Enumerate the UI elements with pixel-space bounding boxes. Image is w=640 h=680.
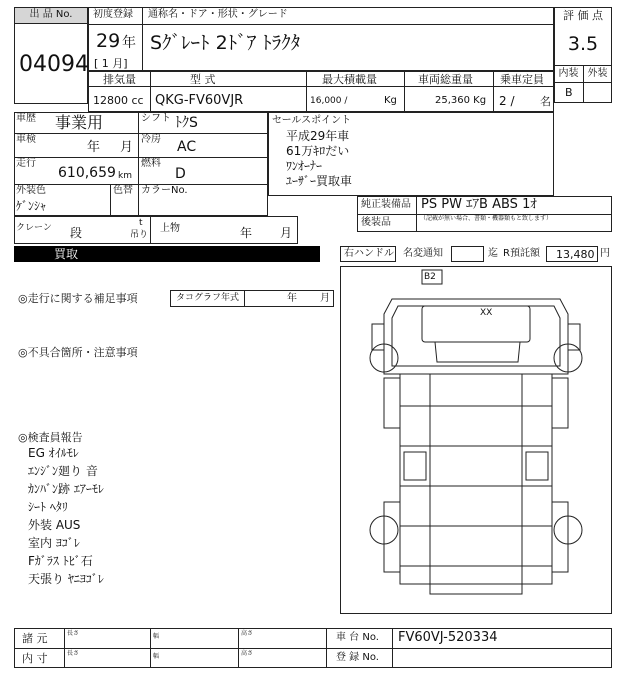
first-reg-year-unit: 年 xyxy=(122,35,136,51)
grade-value: 3.5 xyxy=(567,33,599,55)
crane-stage: 段 xyxy=(70,226,83,240)
inspection-year: 年 xyxy=(87,140,101,155)
upper-year: 年 xyxy=(240,226,253,240)
divider xyxy=(88,86,554,87)
first-reg-label: 初度登録 xyxy=(93,9,133,20)
aftermarket-note: （記載が無い場合、書類・機器類もと致します） xyxy=(420,215,553,222)
divider xyxy=(142,7,143,71)
running-notes-title: ◎走行に関する補足事項 xyxy=(18,292,138,305)
sales-point-3: ﾜﾝｵｰﾅｰ xyxy=(286,159,323,173)
inspector-item-4: ｼｰﾄ ﾍﾀﾘ xyxy=(28,500,68,514)
divider xyxy=(150,216,151,244)
standard-equipment-label: 純正装備品 xyxy=(361,199,411,210)
interior-height: 高さ xyxy=(241,650,254,657)
divider xyxy=(238,628,239,668)
exterior-grade-label: 外装 xyxy=(587,68,608,79)
marker-b2: B2 xyxy=(424,272,436,282)
interior-dims-label: 内 寸 xyxy=(22,652,48,665)
gross-weight-label: 車両総重量 xyxy=(418,73,473,86)
inspector-item-2: ｴﾝｼﾞﾝ廻り 音 xyxy=(28,464,98,478)
inspector-item-1: EG ｵｲﾙﾓﾚ xyxy=(28,446,79,460)
color-code-label: カラーNo. xyxy=(141,185,188,196)
model-label: 型 式 xyxy=(190,73,216,86)
crane-label: クレーン xyxy=(16,223,52,233)
interior-width: 幅 xyxy=(153,653,160,660)
lot-number-label: 出 品 No. xyxy=(29,9,73,20)
right-hand-label: 右ハンドル xyxy=(344,248,394,259)
inspection-month: 月 xyxy=(120,140,134,155)
grade-label: 評 価 点 xyxy=(563,9,603,22)
first-reg-month: [ 1 月] xyxy=(94,57,128,70)
inspector-item-6: 室内 ﾖｺﾞﾚ xyxy=(28,536,80,550)
divider xyxy=(554,82,612,83)
max-load-unit: Kg xyxy=(384,95,397,106)
divider xyxy=(138,184,139,216)
max-load-label: 最大積載量 xyxy=(322,73,377,86)
ac-label: 冷房 xyxy=(141,134,161,145)
divider xyxy=(392,628,393,668)
ext-color-value: ｹﾞﾝｼｬ xyxy=(16,199,47,213)
standard-equipment-value: PS PW ｴｱB ABS 1ｵ xyxy=(421,197,537,212)
inspector-item-7: Fｶﾞﾗｽ ﾄﾋﾞ石 xyxy=(28,554,93,568)
divider xyxy=(88,24,554,25)
divider xyxy=(138,112,139,184)
vehicle-name: Sｸﾞﾚｰﾄ 2ﾄﾞｱ ﾄﾗｸﾀ xyxy=(150,32,301,54)
inspector-item-3: ｶﾝﾊﾞﾝ跡 ｴｱｰﾓﾚ xyxy=(28,482,104,496)
tachograph-month: 月 xyxy=(320,293,330,304)
inspector-title: ◎検査員報告 xyxy=(18,431,83,444)
marker-xx: XX xyxy=(480,308,493,318)
recycle-value: 13,480 xyxy=(556,248,595,261)
capacity-unit: 名 xyxy=(540,95,551,108)
inspection-label: 車検 xyxy=(16,134,36,145)
chassis-value: FV60VJ-520334 xyxy=(398,630,498,645)
fuel-value: D xyxy=(175,166,186,182)
ext-color-label: 外装色 xyxy=(16,185,46,196)
mileage-unit: km xyxy=(118,171,132,181)
sales-point-4: ﾕｰｻﾞｰ買取車 xyxy=(286,174,353,188)
name-change-box xyxy=(451,246,484,262)
divider xyxy=(110,184,111,216)
aftermarket-label: 後装品 xyxy=(361,217,391,228)
gross-weight-value: 25,360 Kg xyxy=(435,95,487,106)
capacity-value: 2 / xyxy=(499,94,515,108)
inspector-item-8: 天張り ﾔﾆﾖｺﾞﾚ xyxy=(28,572,104,586)
lot-number: 04094 xyxy=(19,52,89,77)
divider xyxy=(64,628,65,668)
dims-length: 長さ xyxy=(67,630,80,637)
mileage-value: 610,659 xyxy=(58,165,116,181)
divider xyxy=(326,628,327,668)
interior-grade-label: 内装 xyxy=(558,68,579,79)
crane-lift: 吊り xyxy=(130,230,149,240)
dims-height: 高さ xyxy=(241,630,254,637)
sales-point-1: 平成29年車 xyxy=(286,129,350,143)
history-label: 車歴 xyxy=(16,113,36,124)
chassis-label: 車 台 No. xyxy=(336,632,379,643)
first-reg-year: 29 xyxy=(96,30,121,52)
crane-ton: t xyxy=(139,218,143,228)
recycle-unit: 円 xyxy=(600,248,610,259)
fuel-label: 燃料 xyxy=(141,158,161,169)
ac-value: AC xyxy=(177,139,197,155)
model-value: QKG-FV60VJR xyxy=(155,93,244,108)
recycle-label: R預託額 xyxy=(503,248,540,259)
buyback-label: 買取 xyxy=(54,247,79,261)
divider xyxy=(14,648,612,649)
upper-label: 上物 xyxy=(160,223,180,234)
sales-point-2: 61万ｷﾛだい xyxy=(286,144,350,158)
divider xyxy=(244,290,245,307)
history-value: 事業用 xyxy=(55,113,104,132)
tachograph-label: タコグラフ年式 xyxy=(176,293,240,303)
divider xyxy=(150,628,151,668)
mileage-label: 走行 xyxy=(16,158,36,169)
crane-box xyxy=(14,216,298,244)
displacement-label: 排気量 xyxy=(103,73,136,86)
shift-label: シフト xyxy=(141,113,171,124)
divider xyxy=(493,71,494,112)
displacement-value: 12800 cc xyxy=(93,94,144,107)
upper-month: 月 xyxy=(280,226,293,240)
shift-value: ﾄｸS xyxy=(175,115,198,131)
capacity-label: 乗車定員 xyxy=(500,73,544,86)
defects-title: ◎不具合箇所・注意事項 xyxy=(18,346,138,359)
color-change-label: 色替 xyxy=(113,185,133,196)
dims-label: 諸 元 xyxy=(22,632,48,645)
interior-grade-value: B xyxy=(565,86,573,99)
interior-length: 長さ xyxy=(67,650,80,657)
max-load-value: 16,000 / xyxy=(310,96,348,106)
divider xyxy=(14,23,88,24)
truck-diagram xyxy=(340,266,612,614)
dims-width: 幅 xyxy=(153,633,160,640)
deposit-label: 迄 xyxy=(488,248,498,259)
model-desc-label: 通称名・ドア・形状・グレード xyxy=(148,9,288,20)
inspector-item-5: 外装 AUS xyxy=(28,518,81,532)
divider xyxy=(150,71,151,112)
divider xyxy=(306,71,307,112)
name-change-label: 名変通知 xyxy=(403,248,443,259)
registration-label: 登 録 No. xyxy=(336,652,379,663)
sales-points-title: セールスポイント xyxy=(272,115,352,126)
divider xyxy=(404,71,405,112)
tachograph-year: 年 xyxy=(287,293,297,304)
